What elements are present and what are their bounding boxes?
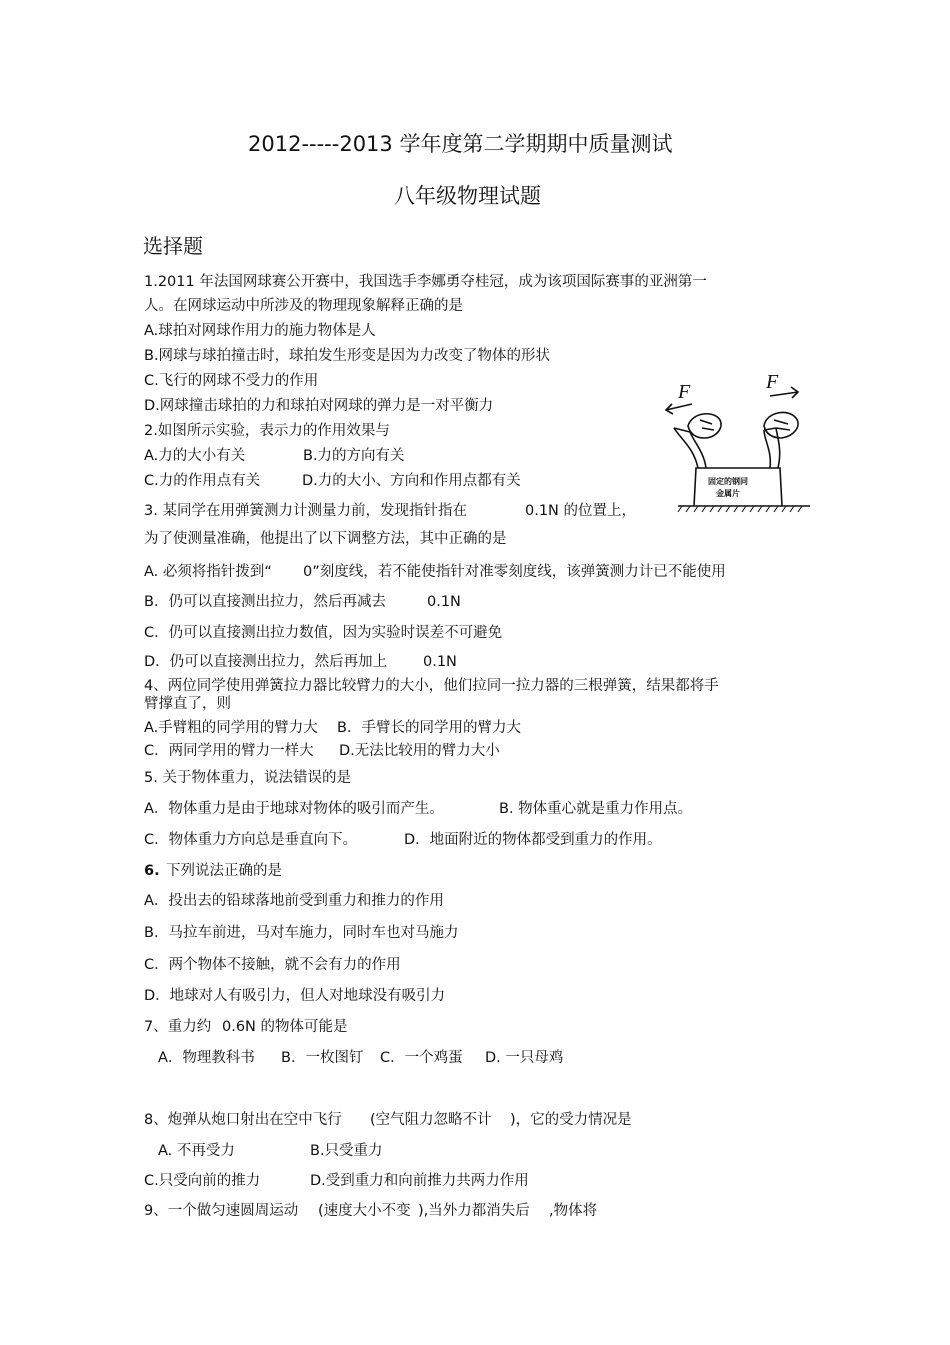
q8-option-d: D.受到重力和向前推力共两力作用 (310, 1173, 529, 1189)
q9-stem-paren: (速度大小不变 (318, 1203, 411, 1219)
q5-option-c: C．物体重力方向总是垂直向下。 (144, 832, 358, 848)
q9-stem: 9、一个做匀速圆周运动 (144, 1203, 299, 1219)
page-title: 2012-----2013 学年度第二学期期中质量测试 (248, 132, 673, 156)
q3-option-b: B．仍可以直接测出拉力，然后再减去 (144, 594, 386, 610)
figure-force-label-right: F (766, 371, 779, 393)
q9-stem-cont: ),当外力都消失后 (418, 1203, 530, 1219)
q3-option-c: C．仍可以直接测出拉力数值，因为实验时误差不可避免 (144, 625, 503, 641)
q3-stem-value: 0.1N 的位置上， (525, 503, 637, 519)
figure-plate-label-2: 金属片 (716, 489, 740, 498)
q3-option-b-value: 0.1N (427, 594, 461, 610)
q2-option-d: D.力的大小、方向和作用点都有关 (302, 473, 521, 489)
q3-option-a-cont: 0”刻度线，若不能使指针对准零刻度线，该弹簧测力计已不能使用 (303, 564, 726, 580)
q1-stem-line2: 人。在网球运动中所涉及的物理现象解释正确的是 (144, 298, 463, 314)
q1-option-b: B.网球与球拍撞击时，球拍发生形变是因为力改变了物体的形状 (144, 348, 551, 364)
q2-option-b: B.力的方向有关 (303, 448, 405, 464)
q1-option-c: C.飞行的网球不受力的作用 (144, 373, 319, 389)
q4-stem-line2: 臂撑直了，则 (144, 696, 231, 712)
q8-stem: 8、炮弹从炮口射出在空中飞行 (144, 1112, 342, 1128)
section-heading: 选择题 (143, 234, 203, 258)
q6-stem: 下列说法正确的是 (166, 863, 282, 879)
q8-stem-paren: (空气阻力忽略不计 (370, 1112, 492, 1128)
q4-option-b: B．手臂长的同学用的臂力大 (337, 720, 521, 736)
figure-force-label-left: F (678, 381, 691, 403)
q2-option-a: A.力的大小有关 (144, 448, 246, 464)
q6-option-c: C．两个物体不接触，就不会有力的作用 (144, 957, 401, 973)
q4-stem-line1: 4、两位同学使用弹簧拉力器比较臂力的大小，他们拉同一拉力器的三根弹簧，结果都将手 (144, 678, 719, 694)
q9-stem-end: ,物体将 (549, 1203, 598, 1219)
q8-stem-end: )，它的受力情况是 (510, 1112, 632, 1128)
q2-stem: 2.如图所示实验，表示力的作用效果与 (144, 423, 390, 439)
q5-option-b: B. 物体重心就是重力作用点。 (499, 801, 693, 817)
q5-option-d: D．地面附近的物体都受到重力的作用。 (404, 832, 662, 848)
q8-option-c: C.只受向前的推力 (144, 1173, 261, 1189)
q7-stem-value: 0.6N 的物体可能是 (222, 1019, 348, 1035)
q3-option-d-value: 0.1N (423, 654, 457, 670)
q7-option-d: D. 一只母鸡 (485, 1050, 564, 1066)
q3-stem-line1: 3. 某同学在用弹簧测力计测量力前，发现指针指在 (144, 503, 467, 519)
q2-option-c: C.力的作用点有关 (144, 473, 261, 489)
q4-option-d: D.无法比较用的臂力大小 (339, 743, 500, 759)
q6-option-b: B．马拉车前进，马对车施力，同时车也对马施力 (144, 925, 459, 941)
figure-plate-label-1: 固定的钢同 (708, 477, 748, 486)
q8-option-b: B.只受重力 (310, 1143, 383, 1159)
q1-stem-line1: 1.2011 年法国网球赛公开赛中，我国选手李娜勇夺桂冠，成为该项国际赛事的亚洲第一 (144, 274, 707, 290)
page-subtitle: 八年级物理试题 (394, 184, 541, 208)
q7-stem: 7、重力约 (144, 1019, 212, 1035)
q8-option-a: A. 不再受力 (158, 1143, 235, 1159)
q3-stem-line2: 为了使测量准确，他提出了以下调整方法，其中正确的是 (144, 531, 507, 547)
q1-option-d: D.网球撞击球拍的力和球拍对网球的弹力是一对平衡力 (144, 398, 494, 414)
q4-option-c: C．两同学用的臂力一样大 (144, 743, 314, 759)
q7-option-c: C．一个鸡蛋 (380, 1050, 463, 1066)
q7-option-a: A．物理教科书 (158, 1050, 255, 1066)
q7-option-b: B．一枚图钉 (281, 1050, 364, 1066)
q6-option-d: D．地球对人有吸引力，但人对地球没有吸引力 (144, 988, 446, 1004)
q4-option-a: A.手臂粗的同学用的臂力大 (144, 720, 318, 736)
q5-stem: 5. 关于物体重力，说法错误的是 (144, 770, 351, 786)
force-experiment-figure (660, 368, 820, 518)
q6-option-a: A．投出去的铅球落地前受到重力和推力的作用 (144, 893, 444, 909)
q3-option-a: A. 必须将指针拨到“ (144, 564, 272, 580)
q5-option-a: A．物体重力是由于地球对物体的吸引而产生。 (144, 801, 444, 817)
q3-option-d: D．仍可以直接测出拉力，然后再加上 (144, 654, 388, 670)
q1-option-a: A.球拍对网球作用力的施力物体是人 (144, 323, 376, 339)
q6-number: 6. (144, 863, 160, 879)
